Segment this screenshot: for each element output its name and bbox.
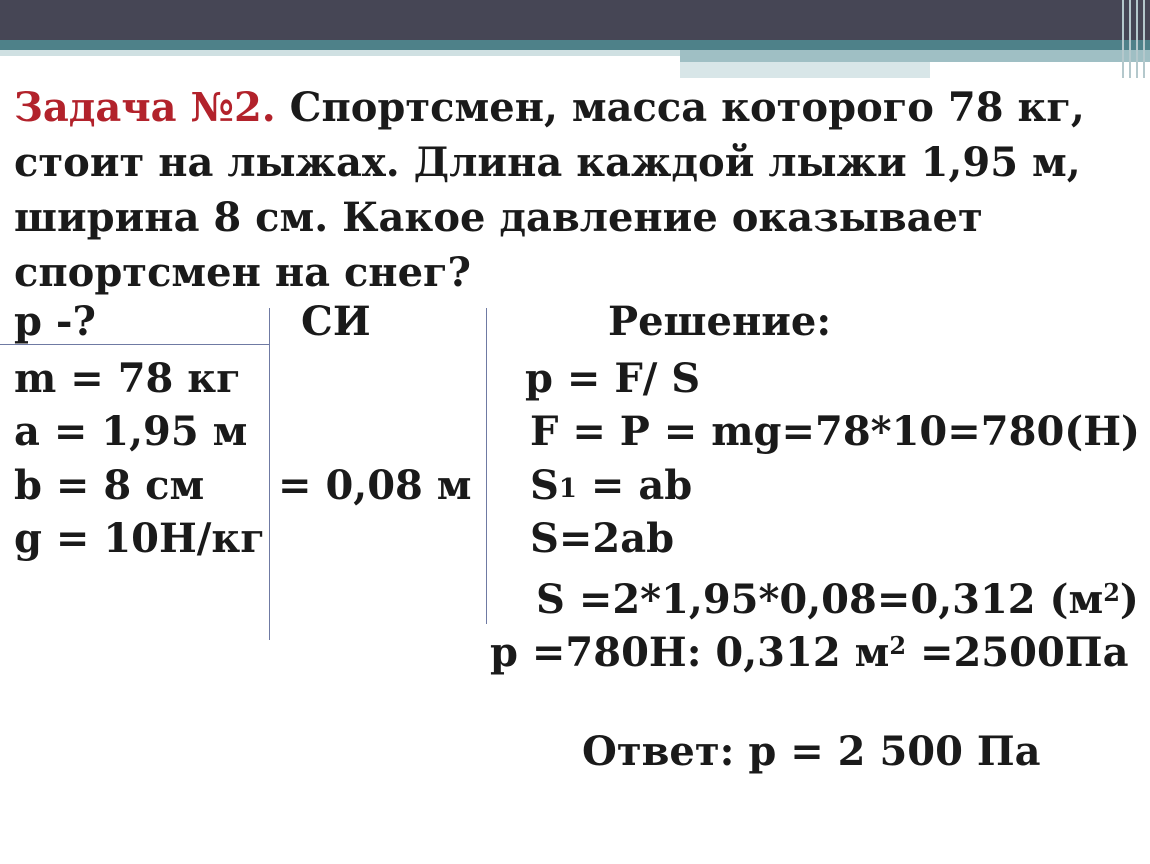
- solution-header: Решение:: [608, 298, 832, 345]
- pressure-calculation: p =780Н: 0,312 $м^2 =2500Па$: [490, 629, 1129, 676]
- given-length: a = 1,95 м: [14, 408, 248, 455]
- si-header: СИ: [301, 298, 371, 345]
- formula-area-single: S1 = ab: [530, 462, 693, 509]
- task-statement: [14, 80, 1134, 300]
- column-divider-right: [486, 308, 487, 624]
- formula-pressure: p = F/ S: [525, 355, 701, 402]
- task-number: Задача №2.: [14, 84, 276, 131]
- given-width: b = 8 см: [14, 462, 205, 509]
- area-calculation: S =2*1,95*0,08=0,312 $(м^2)$: [536, 576, 1139, 623]
- formula-force: F = P = mg=78*10=780(Н): [530, 408, 1140, 455]
- si-width-conversion: = 0,08 м: [278, 462, 472, 509]
- given-mass: m = 78 кг: [14, 355, 241, 402]
- formula-area-total: S=2ab: [530, 515, 675, 562]
- task-text: Спортсмен, масса которого 78 кг, стоит на лыжах. Длина каждой лыжи 1,95 м, ширина 8 см. Какое давление оказывает спортсмен на снег?: [14, 84, 1085, 296]
- given-header: p -?: [14, 298, 96, 345]
- given-gravity: g = 10Н/кг: [14, 515, 265, 562]
- column-divider-left: [269, 308, 270, 640]
- answer: Ответ: p = 2 500 Па: [582, 728, 1041, 775]
